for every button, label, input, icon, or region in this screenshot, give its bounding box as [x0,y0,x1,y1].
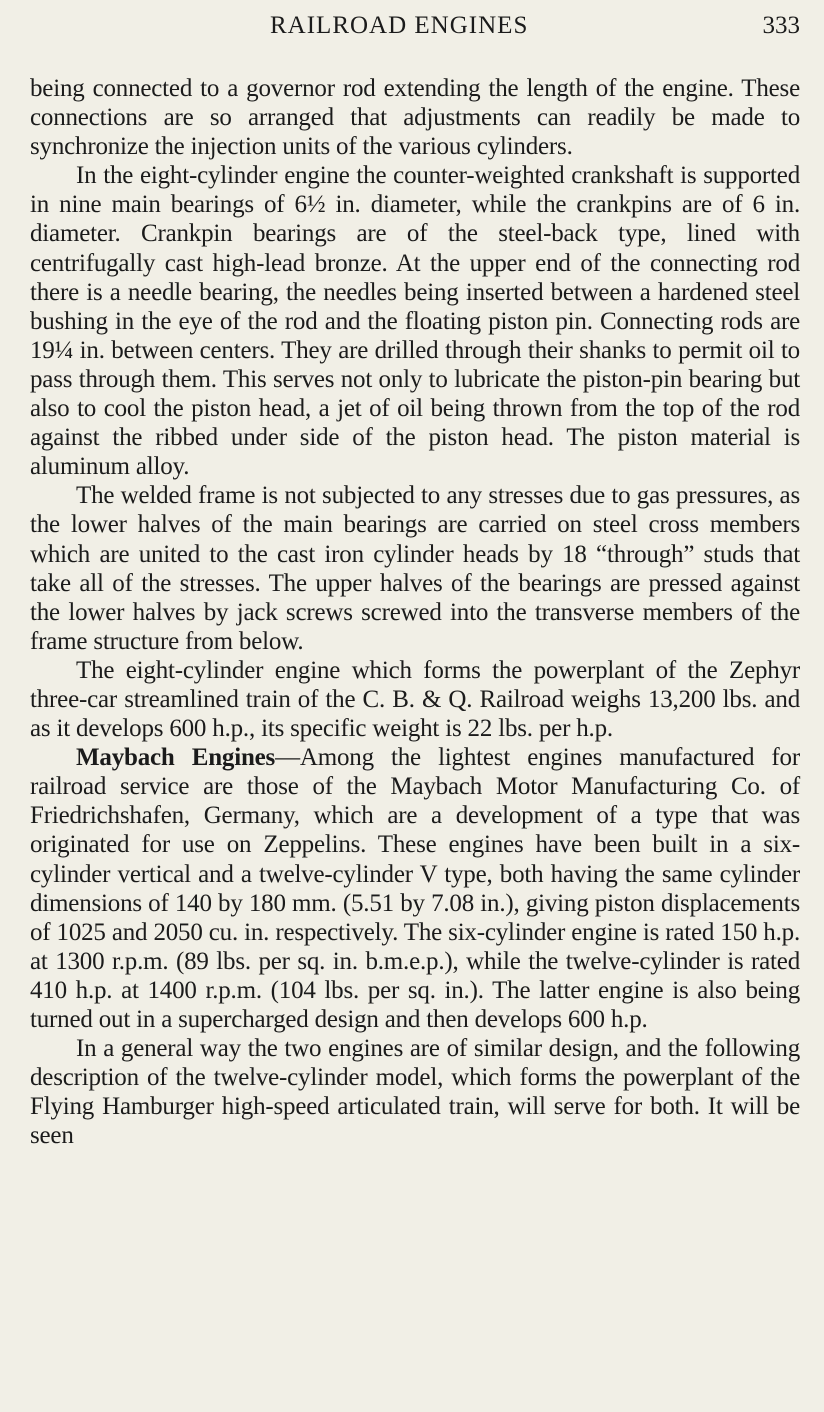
running-head: RAILROAD ENGINES [270,12,529,39]
paragraph-text: In the eight-cylinder engine the counter-weighted crankshaft is supported in nine main bearings of 6½ in. diameter, while the crankpins are of 6 in. diameter. Crankpin bearings are of the steel-back type, lined with centrifugally cast high-lead bronze. At the upper end of the connecting rod there is a needle bearing, the needles being inserted between a hardened steel bushing in the eye of the rod and the floating piston pin. Connecting rods are 19¼ in. between centers. They are drilled through their shanks to permit oil to pass through them. This serves not only to lubricate the piston-pin bearing but also to cool the piston head, a jet of oil being thrown from the top of the rod against the ribbed under side of the piston head. The piston material is aluminum alloy. [30,162,800,481]
paragraph-governor-connection [30,74,800,161]
paragraph-crankshaft [30,161,800,481]
paragraph-text: being connected to a governor rod extending the length of the engine. These connections are so arranged that adjustments can readily be made to synchronize the injection units of the various cylinders. [30,75,800,161]
paragraph-maybach-engines [30,743,800,1034]
paragraph-text: The welded frame is not subjected to any stresses due to gas pressures, as the lower halves of the main bearings are carried on steel cross members which are united to the cast iron cylinder heads by 18 “through” studs that take all of the stresses. The upper halves of the bearings are pressed against the lower halves by jack screws screwed into the transverse members of the frame structure from below. [30,482,800,655]
section-run-in-heading: Maybach Engines [76,744,276,772]
page-header [30,12,800,44]
paragraph-text: The eight-cylinder engine which forms the powerplant of the Zephyr three-car streamlined train of the C. B. & Q. Railroad weighs 13,200 lbs. and as it develops 600 h.p., its specific weight is 22 lbs. per h.p. [30,656,800,743]
paragraph-zephyr [30,656,800,743]
paragraph-welded-frame [30,481,800,656]
paragraph-general-design [30,1034,800,1150]
body-text [30,74,800,1150]
page-number: 333 [762,12,800,39]
paragraph-text: —Among the lightest engines manufactured for railroad service are those of the Maybach Motor Manufacturing Co. of Friedrichshafen, Germany, which are a development of a type that was originated for use on Zeppelins. These engines have been built in a six-cylinder vertical and a twelve-cylinder V type, both having the same cylinder dimensions of 140 by 180 mm. (5.51 by 7.08 in.), giving piston displacements of 1025 and 2050 cu. in. respectively. The six-cylinder engine is rated 150 h.p. at 1300 r.p.m. (89 lbs. per sq. in. b.m.e.p.), while the twelve-cylinder is rated 410 h.p. at 1400 r.p.m. (104 lbs. per sq. in.). The latter engine is also being turned out in a supercharged design and then develops 600 h.p. [30,744,800,1033]
paragraph-text: In a general way the two engines are of similar design, and the following description of the twelve-cylinder model, which forms the powerplant of the Flying Hamburger high-speed articulated train, will serve for both. It will be seen [30,1035,800,1150]
